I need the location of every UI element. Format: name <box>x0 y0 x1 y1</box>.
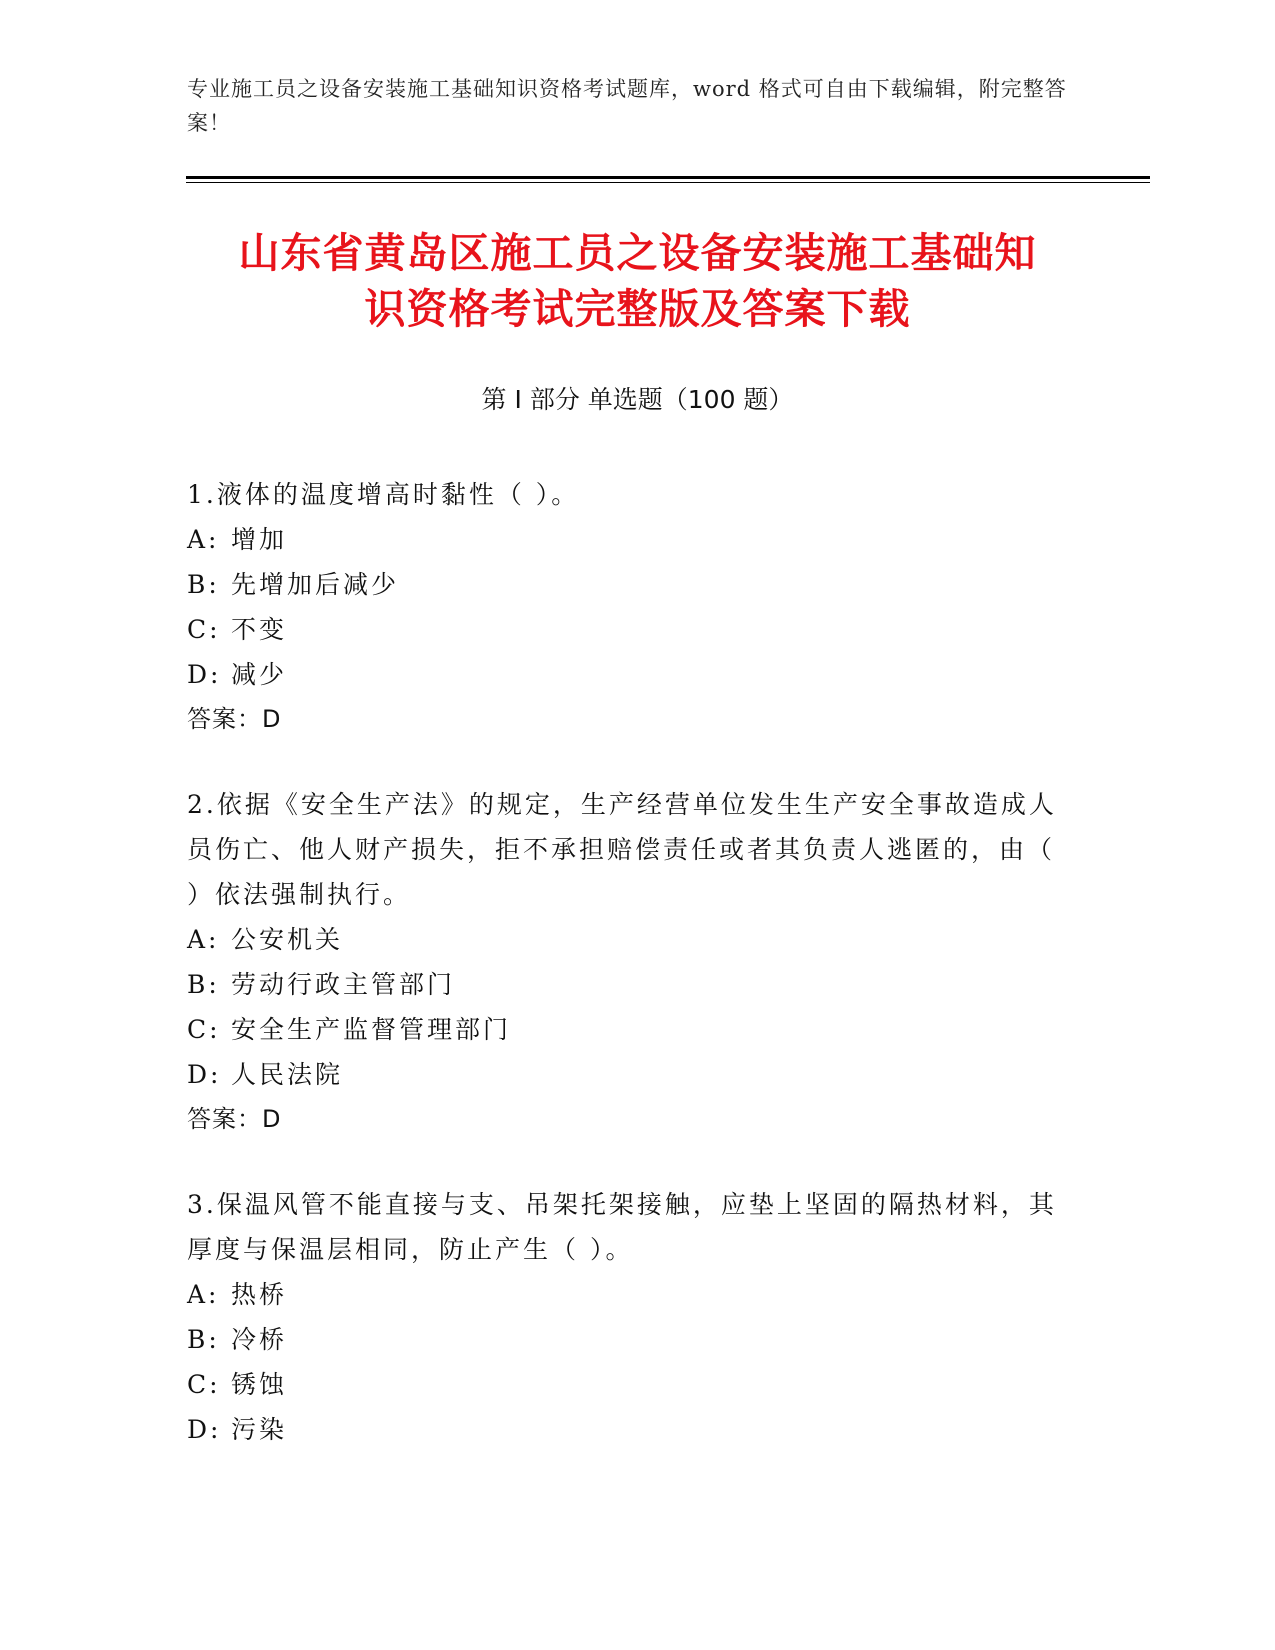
option-letter: D: <box>187 1415 222 1444</box>
option-text: 人民法院 <box>231 1060 344 1089</box>
option-c <box>187 1007 1067 1052</box>
option-d <box>187 1407 1067 1452</box>
option-c <box>187 1362 1067 1407</box>
option-letter: A: <box>187 925 220 954</box>
option-letter: B: <box>187 970 220 999</box>
question-stem: 3.保温风管不能直接与支、吊架托架接触，应垫上坚固的隔热材料，其厚度与保温层相同，防止产生（ ）。 <box>187 1190 1057 1264</box>
question-stem: 2.依据《安全生产法》的规定，生产经营单位发生生产安全事故造成人员伤亡、他人财产损失，拒不承担赔偿责任或者其负责人逃匿的，由（ ）依法强制执行。 <box>187 790 1057 909</box>
option-b <box>187 562 1067 607</box>
option-letter: C: <box>187 615 221 644</box>
question-1 <box>187 472 1067 742</box>
option-letter: D: <box>187 1060 222 1089</box>
question-stem: 1.液体的温度增高时黏性（ ）。 <box>187 480 580 509</box>
option-letter: D: <box>187 660 222 689</box>
option-text: 减少 <box>231 660 288 689</box>
option-letter: C: <box>187 1370 221 1399</box>
document-title-line-1: 山东省黄岛区施工员之设备安装施工基础知 <box>238 229 1037 277</box>
option-letter: B: <box>187 570 220 599</box>
option-letter: A: <box>187 525 220 554</box>
header-rule-thin <box>186 182 1150 183</box>
option-c <box>187 607 1067 652</box>
option-letter: A: <box>187 1280 220 1309</box>
option-letter: C: <box>187 1015 221 1044</box>
option-letter: B: <box>187 1325 220 1354</box>
header-note: 专业施工员之设备安装施工基础知识资格考试题库，word 格式可自由下载编辑，附完整答案！ <box>187 77 1067 135</box>
option-b <box>187 962 1067 1007</box>
option-text: 增加 <box>231 525 288 554</box>
header-rule-thick <box>186 176 1150 179</box>
option-text: 污染 <box>231 1415 288 1444</box>
option-d <box>187 652 1067 697</box>
question-3 <box>187 1182 1067 1452</box>
option-text: 先增加后减少 <box>231 570 400 599</box>
answer: 答案：D <box>187 705 282 733</box>
option-text: 冷桥 <box>231 1325 288 1354</box>
option-a <box>187 1272 1067 1317</box>
question-2 <box>187 782 1067 1142</box>
question-list <box>187 472 1067 1492</box>
document-title-line-2: 识资格考试完整版及答案下载 <box>364 285 911 333</box>
option-a <box>187 517 1067 562</box>
option-a <box>187 917 1067 962</box>
answer: 答案：D <box>187 1105 282 1133</box>
option-d <box>187 1052 1067 1097</box>
section-title: 第 I 部分 单选题（100 题） <box>481 385 794 414</box>
document-title <box>150 225 1125 337</box>
option-text: 锈蚀 <box>231 1370 288 1399</box>
option-text: 劳动行政主管部门 <box>231 970 456 999</box>
option-text: 不变 <box>231 615 288 644</box>
option-text: 热桥 <box>231 1280 288 1309</box>
option-text: 安全生产监督管理部门 <box>231 1015 512 1044</box>
option-b <box>187 1317 1067 1362</box>
option-text: 公安机关 <box>231 925 344 954</box>
